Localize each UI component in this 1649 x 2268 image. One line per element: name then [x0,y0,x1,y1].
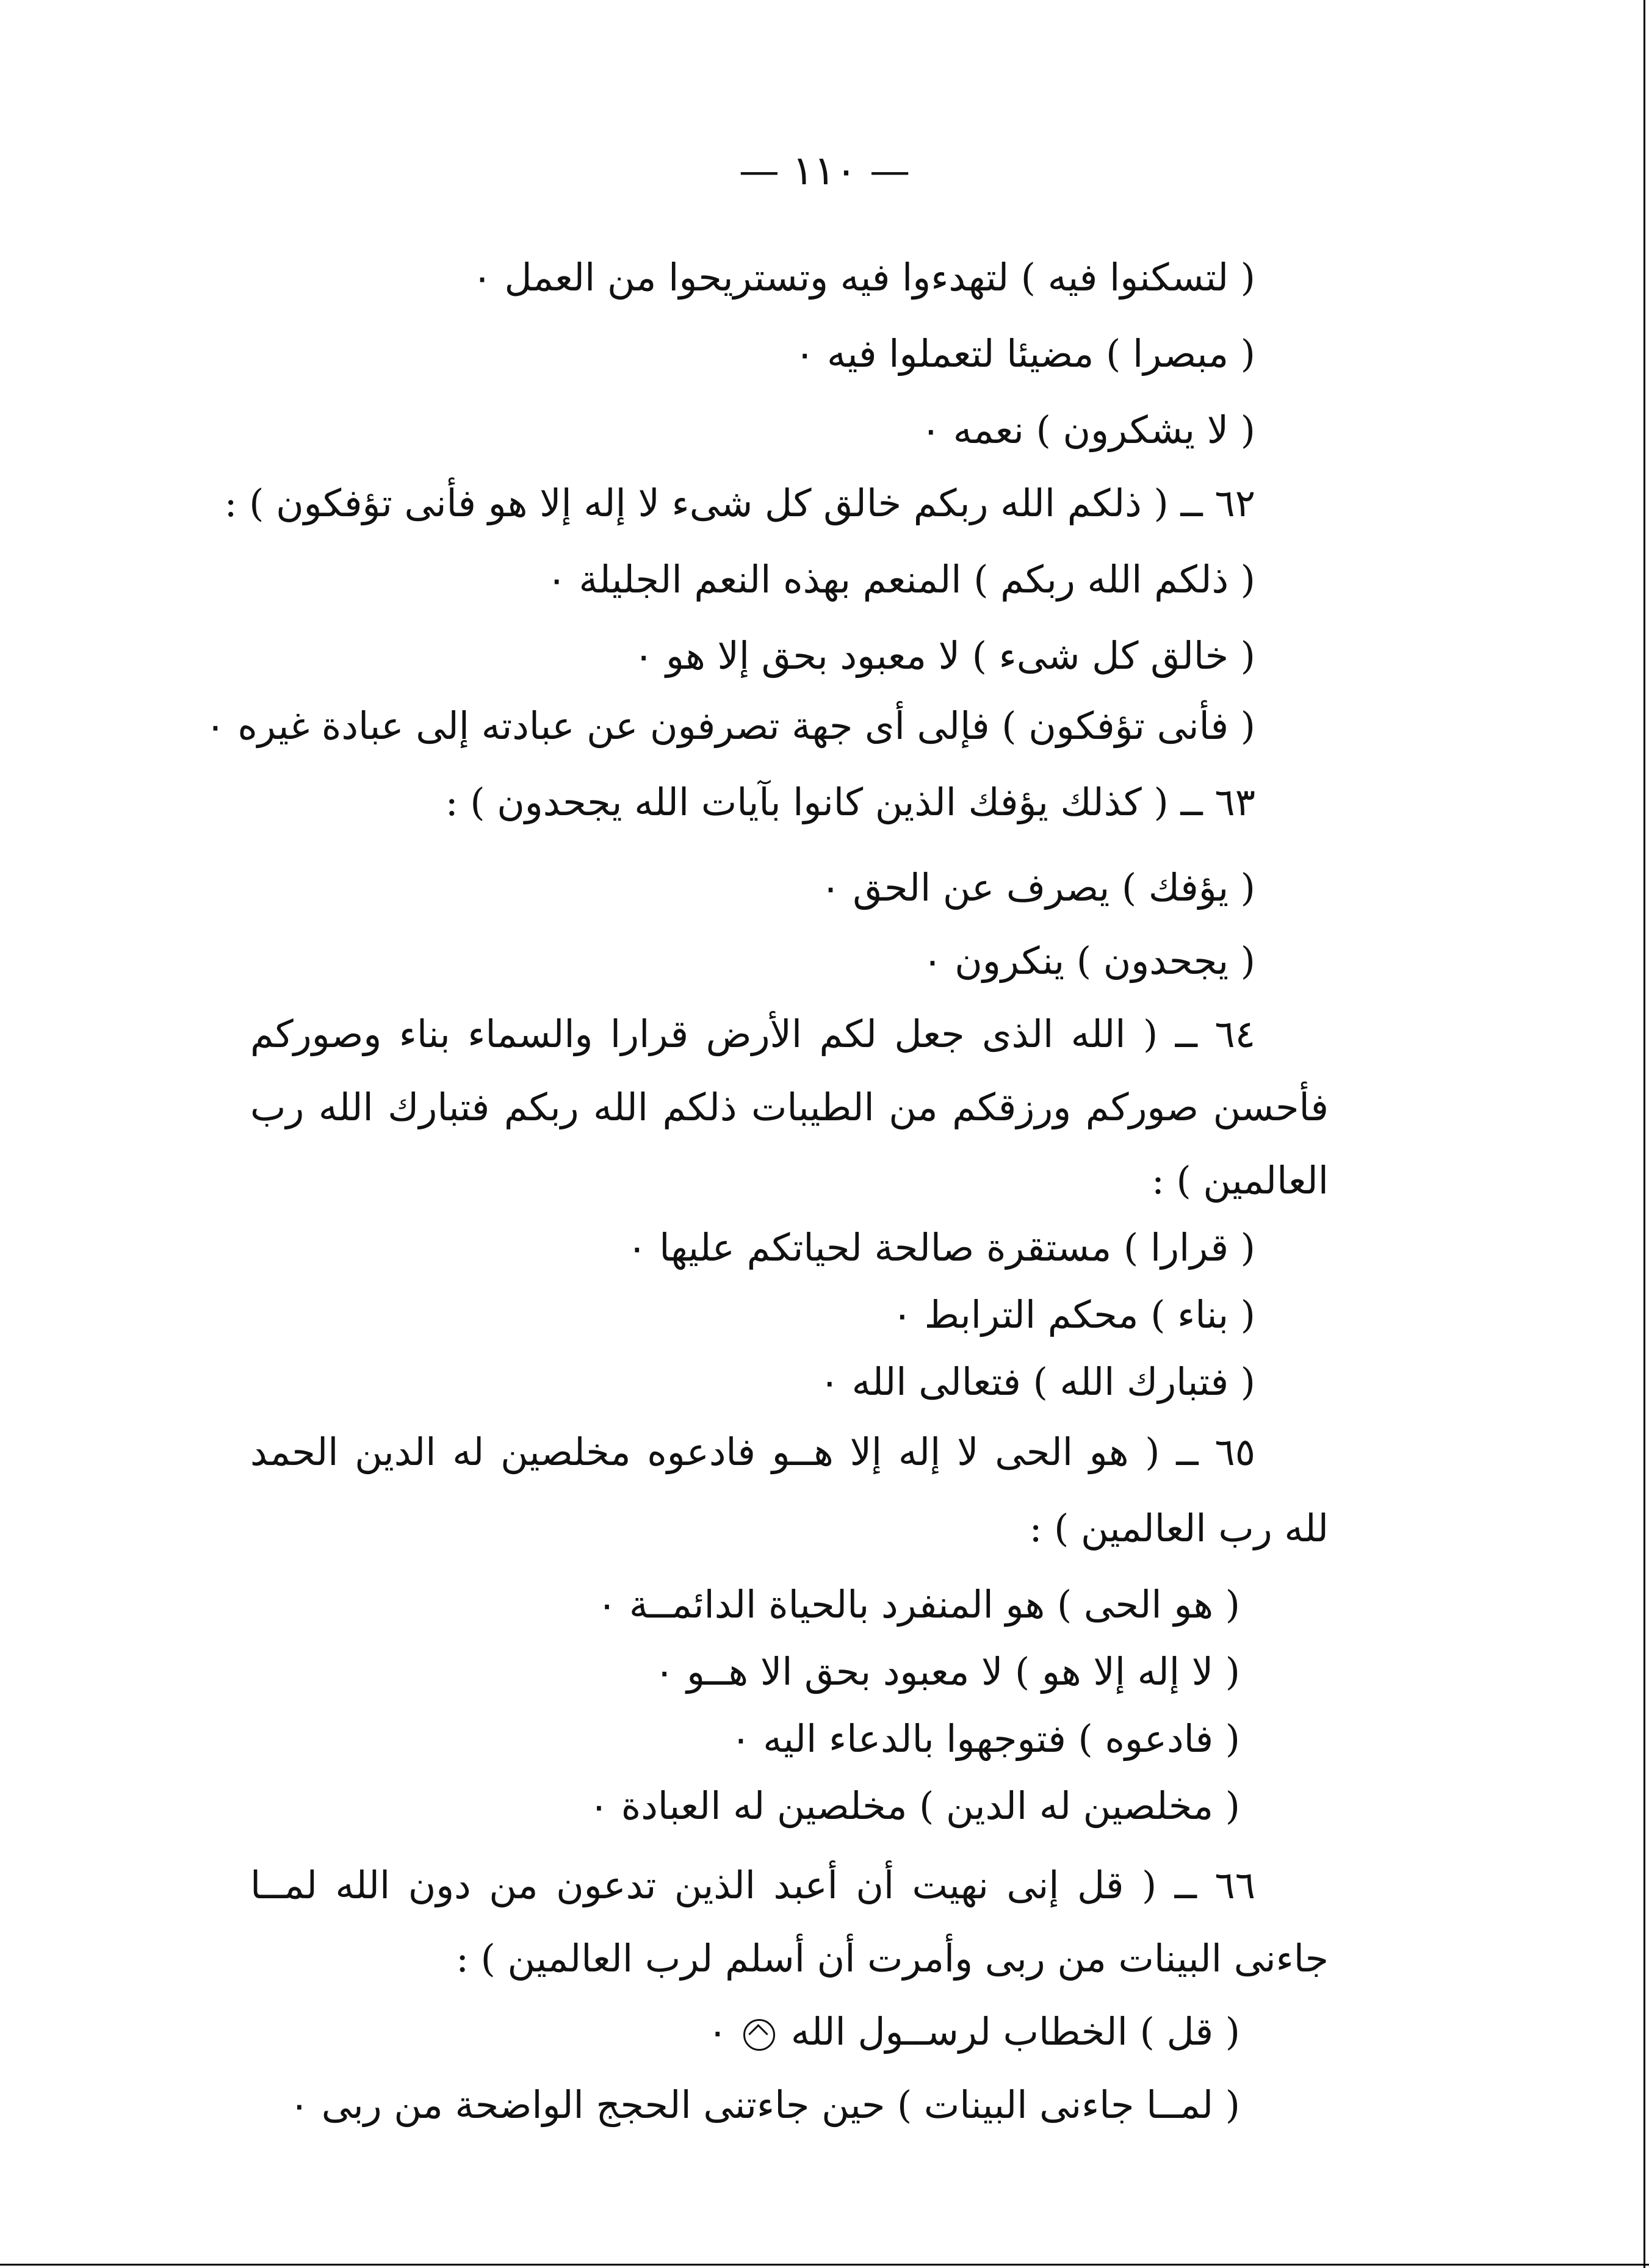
gloss-line: ( لمــا جاءنى البينات ) حين جاءتنى الحجج الواضحة من ربى ٠ [289,2083,1240,2127]
gloss-line: ( لتسكنوا فيه ) لتهدءوا فيه وتستريحوا من العمل ٠ [472,255,1255,300]
verse-line: ٦٣ ــ ( كذلك يؤفك الذين كانوا بآيات الله يجحدون ) : [445,780,1255,824]
gloss-line: ( فأنى تؤفكون ) فإلى أى جهة تصرفون عن عبادته إلى عبادة غيره ٠ [205,704,1255,748]
gloss-text: ( قل ) الخطاب لرســول الله [790,2009,1240,2054]
page-number: — ١١٠ — [738,147,911,194]
gloss-line: ( مبصرا ) مضيئا لتعملوا فيه ٠ [794,331,1255,376]
gloss-line: ( فادعوه ) فتوجهوا بالدعاء اليه ٠ [731,1716,1240,1761]
scan-border-bottom [0,2264,1649,2266]
scan-border-right [1644,0,1645,2268]
gloss-line: ( هو الحى ) هو المنفرد بالحياة الدائمــة ٠ [596,1582,1240,1627]
verse-line: ٦٤ ــ ( الله الذى جعل لكم الأرض قرارا والسماء بناء وصوركم [250,1012,1255,1056]
verse-line: ٦٥ ــ ( هو الحى لا إله إلا هــو فادعوه مخلصين له الدين الحمد [250,1430,1255,1474]
salla-allahu-alayhi-wa-sallam-icon [743,2019,775,2051]
gloss-line: ( مخلصين له الدين ) مخلصين له العبادة ٠ [588,1784,1240,1828]
gloss-line: ( فتبارك الله ) فتعالى الله ٠ [819,1359,1255,1404]
gloss-line: ( خالق كل شىء ) لا معبود بحق إلا هو ٠ [633,633,1255,678]
gloss-line: ( يؤفك ) يصرف عن الحق ٠ [820,865,1255,910]
gloss-line: ( لا يشكرون ) نعمه ٠ [920,408,1255,452]
gloss-line: ( لا إله إلا هو ) لا معبود بحق الا هــو ٠ [654,1649,1240,1694]
verse-line-continued: جاءنى البينات من ربى وأمرت أن أسلم لرب العالمين ) : [456,1936,1329,1981]
gloss-line-with-honorific [707,2001,1240,2062]
verse-line-continued: العالمين ) : [1151,1158,1329,1203]
gloss-line: ( قرارا ) مستقرة صالحة لحياتكم عليها ٠ [627,1225,1255,1270]
verse-line: ٦٦ ــ ( قل إنى نهيت أن أعبد الذين تدعون من دون الله لمــا [250,1863,1255,1907]
verse-line-continued: لله رب العالمين ) : [1029,1506,1329,1550]
verse-line: ٦٢ ــ ( ذلكم الله ربكم خالق كل شىء لا إله إلا هو فأنى تؤفكون ) : [224,481,1255,525]
verse-line-continued: فأحسن صوركم ورزقكم من الطيبات ذلكم الله ربكم فتبارك الله رب [250,1085,1329,1129]
line-end-mark: ٠ [707,2009,728,2054]
gloss-line: ( يجحدون ) ينكرون ٠ [922,938,1255,983]
gloss-line: ( ذلكم الله ربكم ) المنعم بهذه النعم الجليلة ٠ [546,557,1255,602]
gloss-line: ( بناء ) محكم الترابط ٠ [892,1292,1255,1337]
